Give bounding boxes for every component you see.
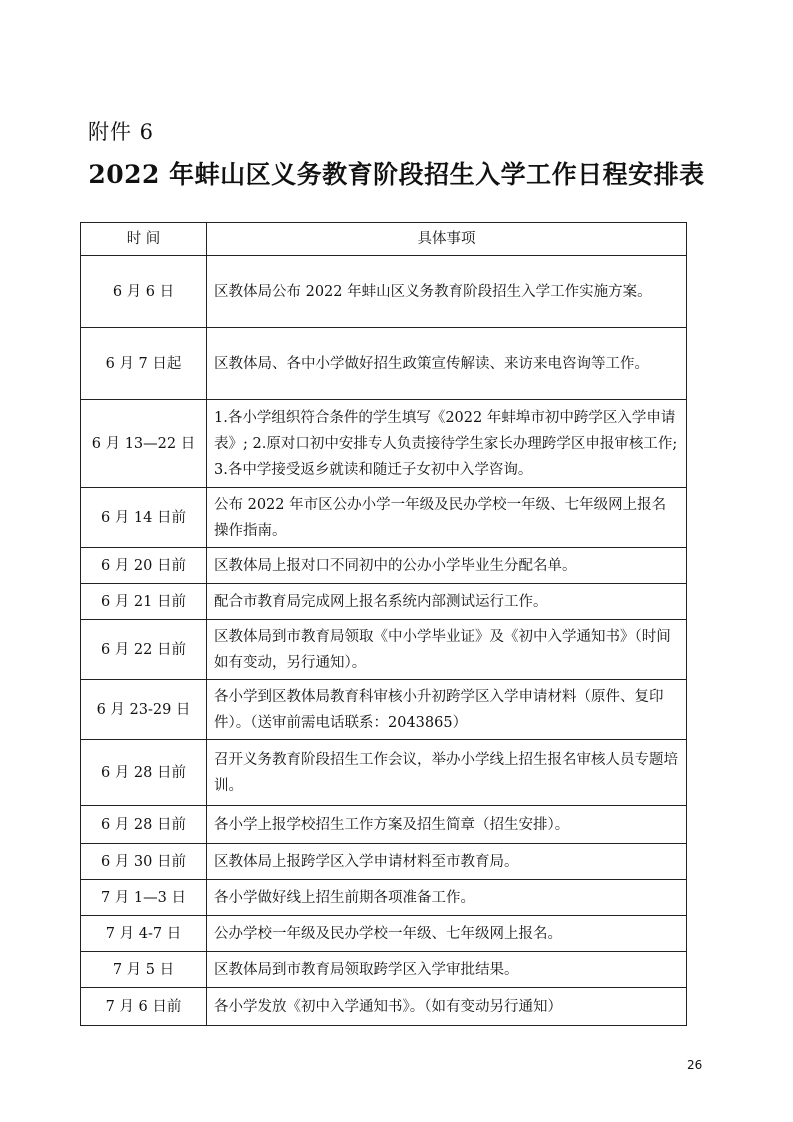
row-date: 6 月 23-29 日 bbox=[81, 680, 207, 740]
table-row bbox=[81, 400, 687, 488]
table-row bbox=[81, 880, 687, 916]
row-date: 6 月 13—22 日 bbox=[81, 400, 207, 488]
row-date: 6 月 14 日前 bbox=[81, 488, 207, 548]
table-row bbox=[81, 548, 687, 584]
table-row bbox=[81, 488, 687, 548]
row-description: 各小学上报学校招生工作方案及招生简章（招生安排）。 bbox=[207, 806, 687, 844]
row-date: 6 月 28 日前 bbox=[81, 806, 207, 844]
row-date: 6 月 21 日前 bbox=[81, 584, 207, 620]
row-date: 7 月 1—3 日 bbox=[81, 880, 207, 916]
row-date: 7 月 6 日前 bbox=[81, 988, 207, 1026]
document-title: 2022 年蚌山区义务教育阶段招生入学工作日程安排表 bbox=[88, 160, 705, 189]
table-row bbox=[81, 620, 687, 680]
table-row bbox=[81, 256, 687, 328]
table-row bbox=[81, 680, 687, 740]
schedule-table bbox=[80, 222, 687, 1026]
row-date: 6 月 30 日前 bbox=[81, 844, 207, 880]
row-date: 6 月 28 日前 bbox=[81, 740, 207, 806]
table-row bbox=[81, 844, 687, 880]
table-header-row bbox=[81, 223, 687, 256]
row-description: 各小学到区教体局教育科审核小升初跨学区入学申请材料（原件、复印件）。（送审前需电话联系：2043865） bbox=[207, 680, 687, 740]
row-description: 区教体局公布 2022 年蚌山区义务教育阶段招生入学工作实施方案。 bbox=[207, 256, 687, 328]
row-description: 配合市教育局完成网上报名系统内部测试运行工作。 bbox=[207, 584, 687, 620]
attachment-label: 附件 6 bbox=[88, 120, 155, 144]
row-description: 1.各小学组织符合条件的学生填写《2022 年蚌埠市初中跨学区入学申请表》; 2.原对口初中安排专人负责接待学生家长办理跨学区申报审核工作; 3.各中学接受返乡就读和随迁子女初中入学咨询。 bbox=[207, 400, 687, 488]
row-description: 召开义务教育阶段招生工作会议，举办小学线上招生报名审核人员专题培训。 bbox=[207, 740, 687, 806]
table-row bbox=[81, 328, 687, 400]
row-description: 区教体局、各中小学做好招生政策宣传解读、来访来电咨询等工作。 bbox=[207, 328, 687, 400]
header-items: 具体事项 bbox=[207, 223, 687, 256]
table-row bbox=[81, 740, 687, 806]
row-description: 各小学做好线上招生前期各项准备工作。 bbox=[207, 880, 687, 916]
row-date: 7 月 4-7 日 bbox=[81, 916, 207, 952]
row-description: 区教体局到市教育局领取跨学区入学审批结果。 bbox=[207, 952, 687, 988]
table-row bbox=[81, 952, 687, 988]
row-description: 区教体局到市教育局领取《中小学毕业证》及《初中入学通知书》（时间如有变动，另行通知）。 bbox=[207, 620, 687, 680]
row-description: 各小学发放《初中入学通知书》。（如有变动另行通知） bbox=[207, 988, 687, 1026]
table-row bbox=[81, 988, 687, 1026]
row-description: 公布 2022 年市区公办小学一年级及民办学校一年级、七年级网上报名操作指南。 bbox=[207, 488, 687, 548]
row-description: 公办学校一年级及民办学校一年级、七年级网上报名。 bbox=[207, 916, 687, 952]
row-date: 7 月 5 日 bbox=[81, 952, 207, 988]
row-date: 6 月 7 日起 bbox=[81, 328, 207, 400]
page-number: 26 bbox=[687, 1058, 703, 1072]
row-description: 区教体局上报对口不同初中的公办小学毕业生分配名单。 bbox=[207, 548, 687, 584]
table-row bbox=[81, 806, 687, 844]
row-description: 区教体局上报跨学区入学申请材料至市教育局。 bbox=[207, 844, 687, 880]
header-time: 时 间 bbox=[81, 223, 207, 256]
table-row bbox=[81, 916, 687, 952]
row-date: 6 月 6 日 bbox=[81, 256, 207, 328]
table-row bbox=[81, 584, 687, 620]
row-date: 6 月 22 日前 bbox=[81, 620, 207, 680]
row-date: 6 月 20 日前 bbox=[81, 548, 207, 584]
